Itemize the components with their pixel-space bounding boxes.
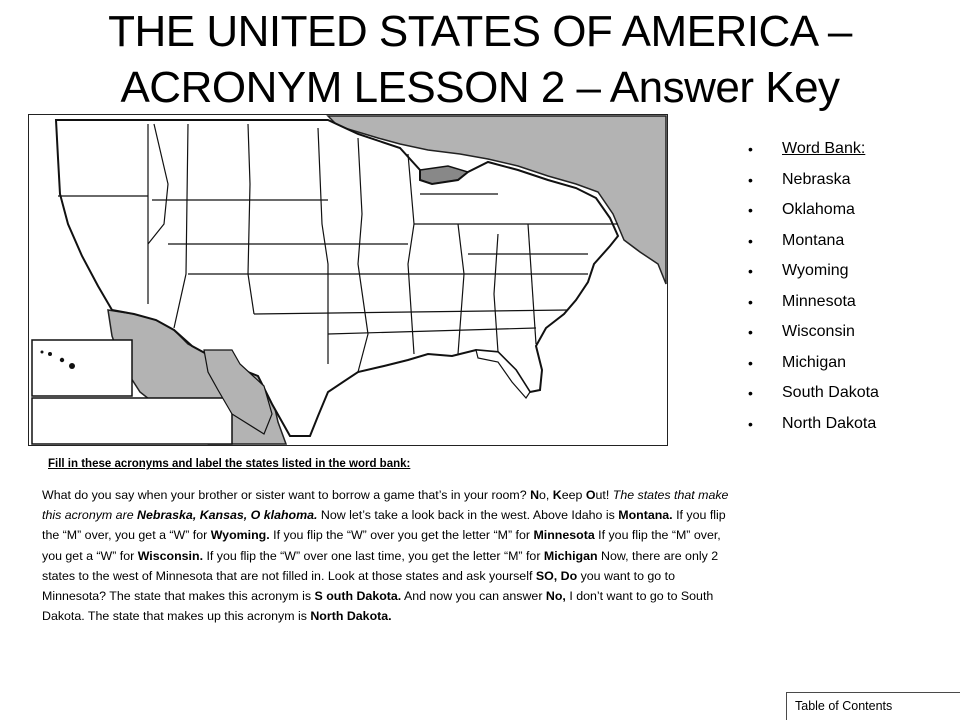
word-bank-item: • Minnesota xyxy=(748,287,879,318)
story-emph: S outh Dakota. xyxy=(314,589,402,604)
word-bank-header: • Word Bank: xyxy=(748,134,879,165)
instruction-text: Fill in these acronyms and label the states listed in the word bank: xyxy=(48,458,411,470)
story-emph: N xyxy=(530,488,540,502)
story-emph: Nebraska, Kansas, O klahoma. xyxy=(137,508,318,523)
story-emph: Montana. xyxy=(618,508,673,523)
word-bank-item: • South Dakota xyxy=(748,378,879,409)
story-emph: Wyoming. xyxy=(210,528,270,543)
us-map xyxy=(28,114,668,446)
word-bank-item: • Wisconsin xyxy=(748,317,879,348)
word-bank-item: • North Dakota xyxy=(748,409,879,440)
story-emph: Wisconsin. xyxy=(137,548,204,563)
story-emph: O xyxy=(585,488,596,502)
story-text: The states that make this acronym are xyxy=(42,488,729,523)
story-text: eep xyxy=(561,488,586,502)
story-emph: Minnesota xyxy=(533,528,595,543)
table-of-contents-button[interactable]: Table of Contents xyxy=(786,692,960,720)
word-bank-item: • Oklahoma xyxy=(748,195,879,226)
story-text: ut! xyxy=(595,488,610,502)
word-bank-item: • Montana xyxy=(748,226,879,257)
story-emph: No, xyxy=(545,589,566,604)
story-emph: North Dakota. xyxy=(310,609,392,624)
story-text: And now you can answer xyxy=(401,589,546,604)
word-bank-item: • Nebraska xyxy=(748,165,879,196)
word-bank xyxy=(748,134,879,439)
story-text: If you flip the “M” over, you get a “W” for xyxy=(42,508,726,543)
story-text: o, xyxy=(539,488,553,502)
story-text: If you flip the “W” over you get the letter “M” for xyxy=(269,528,534,543)
word-bank-item: • Michigan xyxy=(748,348,879,379)
story-emph: Michigan xyxy=(543,548,598,563)
title-line-1: THE UNITED STATES OF AMERICA – xyxy=(108,7,852,56)
story-text: I don’t want to go to South Dakota. The state that makes up this acronym is xyxy=(42,589,714,624)
story-emph: SO, Do xyxy=(535,568,578,583)
story-text: If you flip the “M” over, you get a “W” for xyxy=(42,528,721,563)
title-line-2: ACRONYM LESSON 2 – Answer Key xyxy=(120,63,840,112)
story-paragraph xyxy=(42,485,742,626)
story-emph: K xyxy=(552,488,562,502)
story-text: Now, there are only 2 states to the west of Minnesota that are not filled in. Look at those states and ask yourself xyxy=(42,548,719,583)
page-title xyxy=(20,4,940,116)
story-text: Now let’s take a look back in the west. Above Idaho is xyxy=(317,508,619,523)
word-bank-item: • Wyoming xyxy=(748,256,879,287)
story-text: you want to go to Minnesota? The state that makes this acronym is xyxy=(42,568,675,604)
story-text: What do you say when your brother or sister want to borrow a game that’s in your room? xyxy=(42,488,531,502)
story-text: If you flip the “W” over one last time, you get the letter “M” for xyxy=(203,548,544,563)
